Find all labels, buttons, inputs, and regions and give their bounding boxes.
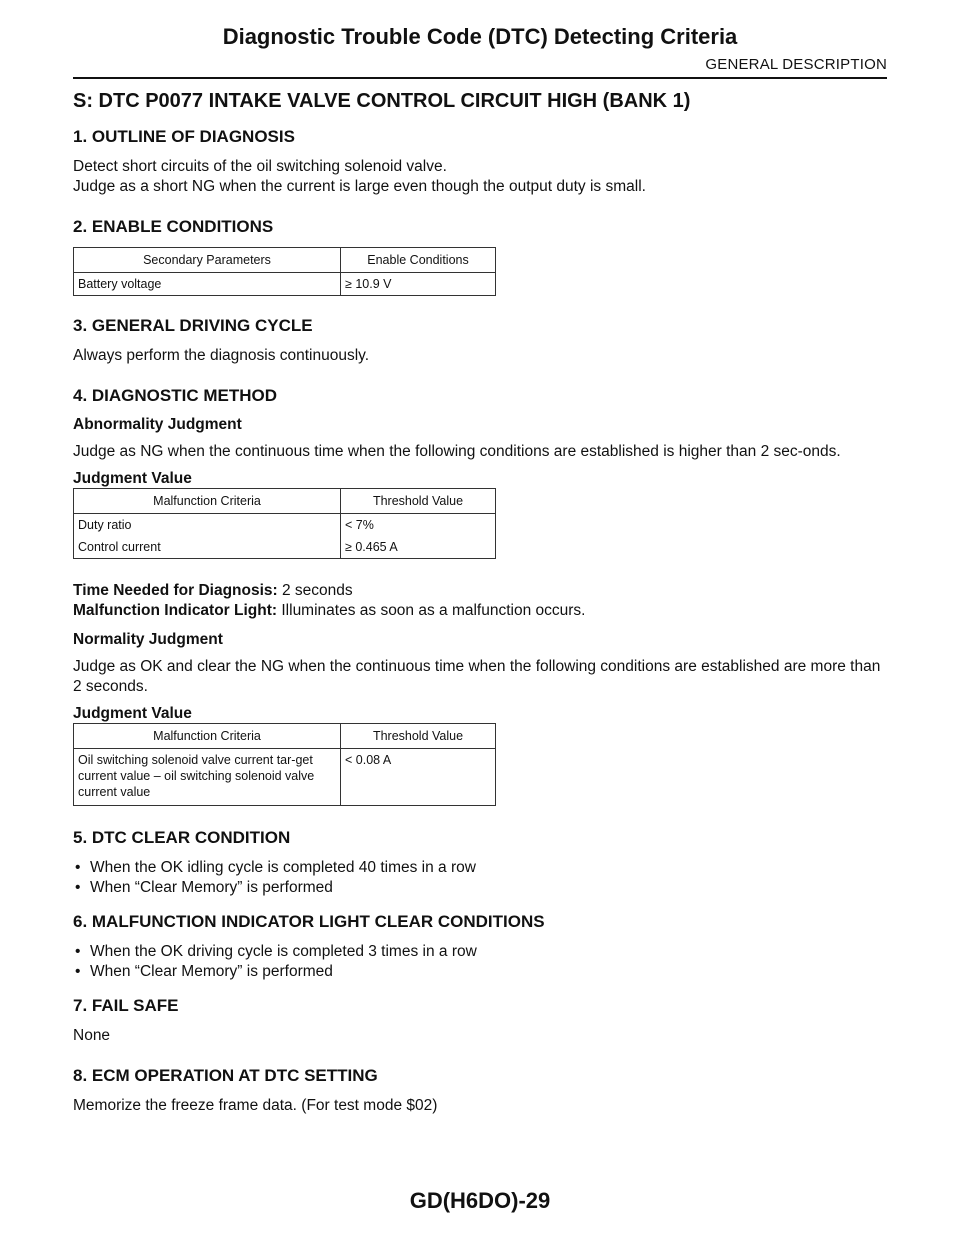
mil-line (73, 601, 887, 621)
table-header-cell: Malfunction Criteria (74, 489, 341, 514)
list-item (73, 962, 887, 982)
driving-cycle-heading: 3. GENERAL DRIVING CYCLE (73, 316, 313, 335)
header-divider (73, 77, 887, 79)
list-item-text: When the OK driving cycle is completed 3 times in a row (90, 943, 477, 960)
list-item (73, 942, 887, 962)
table-row (74, 536, 496, 559)
abnormality-judgment-text: Judge as NG when the continuous time when the following conditions are established is higher than 2 sec-onds. (73, 443, 841, 460)
mil-clear-list (73, 942, 887, 982)
outline-text (73, 157, 887, 197)
abnormality-judgment-table (73, 488, 496, 559)
normality-judgment-table (73, 723, 496, 806)
list-item (73, 858, 887, 878)
bullet-icon: • (75, 943, 81, 960)
table-cell: ≥ 10.9 V (341, 273, 496, 296)
fail-safe-text: None (73, 1027, 111, 1044)
page-header-section: GENERAL DESCRIPTION (705, 56, 887, 73)
table-header-row (74, 489, 496, 514)
mil-value: Illuminates as soon as a malfunction occurs. (277, 602, 586, 619)
mil-clear-heading: 6. MALFUNCTION INDICATOR LIGHT CLEAR CONDITIONS (73, 912, 545, 931)
table-header-cell: Enable Conditions (341, 248, 496, 273)
normality-judgment-title: Normality Judgment (73, 631, 223, 648)
table-header-cell: Threshold Value (341, 724, 496, 749)
list-item (73, 878, 887, 898)
table-cell: Duty ratio (74, 514, 341, 537)
ecm-operation-heading: 8. ECM OPERATION AT DTC SETTING (73, 1066, 378, 1085)
list-item-text: When “Clear Memory” is performed (90, 879, 333, 896)
bullet-icon: • (75, 879, 81, 896)
abnormality-judgment-value-label: Judgment Value (73, 470, 192, 487)
normality-judgment-text: Judge as OK and clear the NG when the continuous time when the following conditions are established are more than 2 seconds. (73, 658, 881, 695)
outline-heading: 1. OUTLINE OF DIAGNOSIS (73, 127, 295, 146)
ecm-operation-text: Memorize the freeze frame data. (For test mode $02) (73, 1097, 438, 1114)
table-cell: < 0.08 A (341, 749, 496, 806)
list-item-text: When “Clear Memory” is performed (90, 963, 333, 980)
table-row (74, 514, 496, 537)
table-cell: ≥ 0.465 A (341, 536, 496, 559)
table-header-cell: Threshold Value (341, 489, 496, 514)
abnormality-judgment-title: Abnormality Judgment (73, 416, 242, 433)
table-cell: < 7% (341, 514, 496, 537)
table-row (74, 749, 496, 806)
enable-conditions-table (73, 247, 496, 296)
bullet-icon: • (75, 859, 81, 876)
table-header-cell: Secondary Parameters (74, 248, 341, 273)
table-cell: Control current (74, 536, 341, 559)
fail-safe-heading: 7. FAIL SAFE (73, 996, 179, 1015)
table-cell: Battery voltage (74, 273, 341, 296)
diagnostic-method-heading: 4. DIAGNOSTIC METHOD (73, 386, 278, 405)
list-item-text: When the OK idling cycle is completed 40 times in a row (90, 859, 476, 876)
diagnosis-time-line (73, 581, 887, 601)
bullet-icon: • (75, 963, 81, 980)
page-header-title: Diagnostic Trouble Code (DTC) Detecting Criteria (222, 24, 738, 49)
document-body (73, 88, 887, 1126)
table-header-row (74, 248, 496, 273)
page-number: GD(H6DO)-29 (409, 1188, 551, 1213)
mil-label: Malfunction Indicator Light: (73, 602, 278, 619)
driving-cycle-text: Always perform the diagnosis continuously. (73, 347, 370, 364)
table-cell: Oil switching solenoid valve current tar-get current value – oil switching solenoid valve current value (74, 749, 341, 806)
table-row (74, 273, 496, 296)
diagnosis-time-value: 2 seconds (277, 582, 353, 599)
outline-line-1: Detect short circuits of the oil switching solenoid valve. (73, 158, 447, 175)
normality-judgment-value-label: Judgment Value (73, 705, 192, 722)
table-header-cell: Malfunction Criteria (74, 724, 341, 749)
section-title: S: DTC P0077 INTAKE VALVE CONTROL CIRCUIT HIGH (BANK 1) (73, 90, 691, 112)
dtc-clear-list (73, 858, 887, 898)
enable-conditions-heading: 2. ENABLE CONDITIONS (73, 217, 274, 236)
dtc-clear-heading: 5. DTC CLEAR CONDITION (73, 828, 291, 847)
table-header-row (74, 724, 496, 749)
outline-line-2: Judge as a short NG when the current is large even though the output duty is small. (73, 178, 646, 195)
diagnosis-time-label: Time Needed for Diagnosis: (73, 582, 278, 599)
